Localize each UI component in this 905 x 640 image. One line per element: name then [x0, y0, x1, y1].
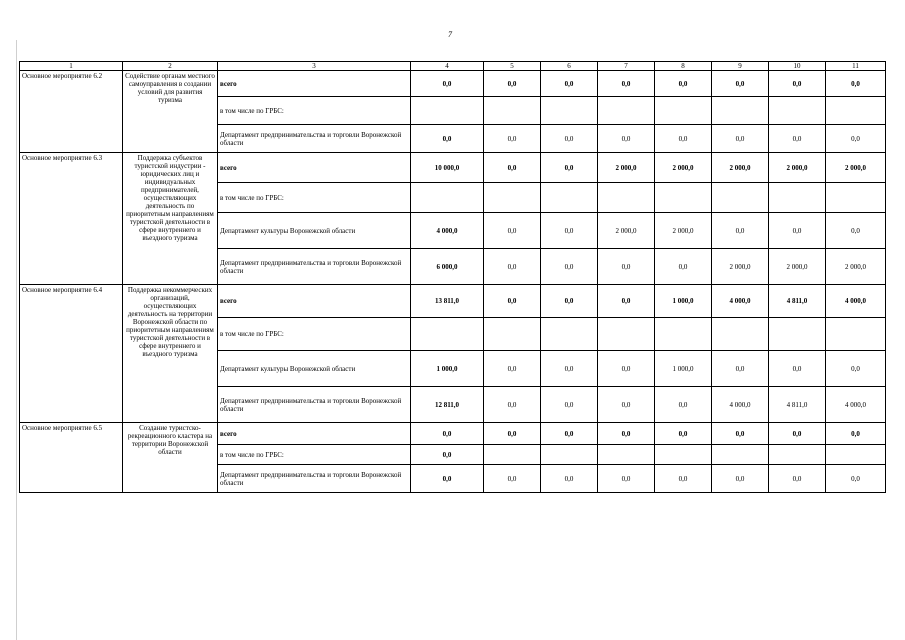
value-cell: 2 000,0 — [655, 153, 712, 183]
event-cell: Основное мероприятие 6.2 — [20, 71, 123, 153]
value-cell: 0,0 — [541, 351, 598, 387]
table-row — [20, 153, 886, 183]
value-cell: 0,0 — [541, 71, 598, 97]
value-cell: 0,0 — [541, 249, 598, 285]
value-cell — [598, 183, 655, 213]
value-cell — [541, 445, 598, 465]
value-cell: 4 000,0 — [712, 285, 769, 318]
value-cell: 12 811,0 — [411, 387, 484, 423]
table-row — [20, 423, 886, 445]
row-label-cell: Департамент предпринимательства и торговли Воронежской области — [218, 249, 411, 285]
header-cell: 5 — [484, 62, 541, 71]
value-cell: 0,0 — [598, 249, 655, 285]
header-cell: 10 — [769, 62, 826, 71]
budget-table-body — [20, 62, 886, 493]
value-cell: 0,0 — [411, 445, 484, 465]
value-cell: 0,0 — [655, 125, 712, 153]
value-cell: 4 000,0 — [826, 387, 886, 423]
value-cell: 0,0 — [541, 387, 598, 423]
value-cell: 0,0 — [541, 285, 598, 318]
value-cell — [541, 97, 598, 125]
value-cell: 0,0 — [769, 465, 826, 493]
row-label-cell: в том числе по ГРБС: — [218, 445, 411, 465]
value-cell: 2 000,0 — [769, 249, 826, 285]
budget-table — [19, 61, 886, 493]
value-cell — [769, 97, 826, 125]
header-cell: 2 — [123, 62, 218, 71]
header-cell: 3 — [218, 62, 411, 71]
value-cell: 0,0 — [712, 351, 769, 387]
row-label-cell: Департамент предпринимательства и торговли Воронежской области — [218, 465, 411, 493]
value-cell: 0,0 — [655, 387, 712, 423]
value-cell: 0,0 — [598, 285, 655, 318]
description-cell: Поддержка субъектов туристской индустрии - юридических лиц и индивидуальных предпринимателей, осуществляющих деятельность по приоритетным направлениям туристской деятельности в сфере внутреннего и въездного туризма — [123, 153, 218, 285]
value-cell — [411, 318, 484, 351]
value-cell — [484, 97, 541, 125]
value-cell — [826, 445, 886, 465]
value-cell: 4 811,0 — [769, 285, 826, 318]
value-cell: 0,0 — [541, 465, 598, 493]
value-cell: 0,0 — [769, 71, 826, 97]
row-label-cell: Департамент предпринимательства и торговли Воронежской области — [218, 387, 411, 423]
value-cell: 0,0 — [484, 423, 541, 445]
value-cell: 2 000,0 — [655, 213, 712, 249]
value-cell — [712, 318, 769, 351]
value-cell — [484, 183, 541, 213]
value-cell: 2 000,0 — [598, 213, 655, 249]
value-cell: 0,0 — [484, 249, 541, 285]
value-cell: 0,0 — [826, 465, 886, 493]
value-cell: 0,0 — [484, 71, 541, 97]
value-cell — [826, 318, 886, 351]
value-cell — [655, 445, 712, 465]
value-cell — [541, 318, 598, 351]
value-cell: 2 000,0 — [769, 153, 826, 183]
value-cell: 0,0 — [769, 213, 826, 249]
value-cell: 0,0 — [411, 125, 484, 153]
row-label-cell: всего — [218, 71, 411, 97]
value-cell — [484, 445, 541, 465]
value-cell: 4 811,0 — [769, 387, 826, 423]
table-row — [20, 71, 886, 97]
value-cell: 0,0 — [712, 423, 769, 445]
value-cell: 0,0 — [484, 285, 541, 318]
value-cell: 10 000,0 — [411, 153, 484, 183]
value-cell — [826, 97, 886, 125]
value-cell — [826, 183, 886, 213]
value-cell: 0,0 — [541, 213, 598, 249]
value-cell — [655, 183, 712, 213]
value-cell: 0,0 — [598, 125, 655, 153]
header-row — [20, 62, 886, 71]
value-cell: 0,0 — [826, 125, 886, 153]
value-cell: 2 000,0 — [826, 249, 886, 285]
row-label-cell: всего — [218, 153, 411, 183]
value-cell: 0,0 — [411, 71, 484, 97]
value-cell: 0,0 — [712, 213, 769, 249]
header-cell: 1 — [20, 62, 123, 71]
scan-edge-line — [16, 40, 17, 640]
value-cell: 0,0 — [598, 465, 655, 493]
event-cell: Основное мероприятие 6.3 — [20, 153, 123, 285]
description-cell: Содействие органам местного самоуправления в создании условий для развития туризма — [123, 71, 218, 153]
value-cell — [769, 445, 826, 465]
value-cell — [655, 318, 712, 351]
value-cell: 0,0 — [598, 71, 655, 97]
row-label-cell: всего — [218, 285, 411, 318]
description-cell: Создание туристско-рекреационного кластера на территории Воронежской области — [123, 423, 218, 493]
value-cell: 4 000,0 — [712, 387, 769, 423]
header-cell: 7 — [598, 62, 655, 71]
value-cell: 6 000,0 — [411, 249, 484, 285]
page-number: 7 — [448, 30, 452, 39]
value-cell: 2 000,0 — [826, 153, 886, 183]
value-cell — [769, 183, 826, 213]
value-cell: 1 000,0 — [411, 351, 484, 387]
value-cell: 0,0 — [655, 423, 712, 445]
header-cell: 4 — [411, 62, 484, 71]
value-cell: 0,0 — [541, 423, 598, 445]
row-label-cell: всего — [218, 423, 411, 445]
value-cell: 0,0 — [826, 213, 886, 249]
header-cell: 8 — [655, 62, 712, 71]
value-cell: 0,0 — [712, 71, 769, 97]
value-cell: 0,0 — [484, 125, 541, 153]
value-cell — [598, 97, 655, 125]
value-cell: 0,0 — [826, 71, 886, 97]
value-cell: 0,0 — [769, 423, 826, 445]
value-cell: 4 000,0 — [826, 285, 886, 318]
value-cell — [769, 318, 826, 351]
row-label-cell: в том числе по ГРБС: — [218, 318, 411, 351]
row-label-cell: Департамент культуры Воронежской области — [218, 351, 411, 387]
value-cell: 0,0 — [484, 351, 541, 387]
value-cell: 0,0 — [598, 423, 655, 445]
value-cell: 0,0 — [484, 153, 541, 183]
description-cell: Поддержка некоммерческих организаций, осуществляющих деятельность на территории Воронежской области по приоритетным направлениям туристской деятельности в сфере внутреннего и въездного туризма — [123, 285, 218, 423]
event-cell: Основное мероприятие 6.5 — [20, 423, 123, 493]
value-cell — [484, 318, 541, 351]
value-cell: 0,0 — [712, 465, 769, 493]
value-cell: 0,0 — [484, 387, 541, 423]
row-label-cell: в том числе по ГРБС: — [218, 97, 411, 125]
value-cell — [411, 97, 484, 125]
row-label-cell: в том числе по ГРБС: — [218, 183, 411, 213]
value-cell: 0,0 — [826, 423, 886, 445]
value-cell: 0,0 — [655, 249, 712, 285]
event-cell: Основное мероприятие 6.4 — [20, 285, 123, 423]
value-cell: 1 000,0 — [655, 285, 712, 318]
value-cell — [598, 445, 655, 465]
value-cell: 0,0 — [598, 387, 655, 423]
header-cell: 11 — [826, 62, 886, 71]
value-cell: 0,0 — [712, 125, 769, 153]
value-cell: 0,0 — [541, 125, 598, 153]
value-cell: 2 000,0 — [712, 249, 769, 285]
value-cell: 0,0 — [484, 213, 541, 249]
value-cell: 0,0 — [541, 153, 598, 183]
value-cell: 4 000,0 — [411, 213, 484, 249]
value-cell: 0,0 — [411, 465, 484, 493]
value-cell: 13 811,0 — [411, 285, 484, 318]
value-cell: 0,0 — [598, 351, 655, 387]
value-cell: 0,0 — [769, 125, 826, 153]
value-cell: 2 000,0 — [712, 153, 769, 183]
header-cell: 9 — [712, 62, 769, 71]
row-label-cell: Департамент культуры Воронежской области — [218, 213, 411, 249]
value-cell — [712, 183, 769, 213]
table-row — [20, 285, 886, 318]
header-cell: 6 — [541, 62, 598, 71]
value-cell: 0,0 — [826, 351, 886, 387]
value-cell: 0,0 — [411, 423, 484, 445]
value-cell: 0,0 — [484, 465, 541, 493]
value-cell — [411, 183, 484, 213]
value-cell — [655, 97, 712, 125]
value-cell: 0,0 — [769, 351, 826, 387]
value-cell: 1 000,0 — [655, 351, 712, 387]
row-label-cell: Департамент предпринимательства и торговли Воронежской области — [218, 125, 411, 153]
value-cell: 0,0 — [655, 465, 712, 493]
value-cell — [541, 183, 598, 213]
value-cell: 0,0 — [655, 71, 712, 97]
value-cell — [712, 97, 769, 125]
value-cell: 2 000,0 — [598, 153, 655, 183]
value-cell — [712, 445, 769, 465]
value-cell — [598, 318, 655, 351]
